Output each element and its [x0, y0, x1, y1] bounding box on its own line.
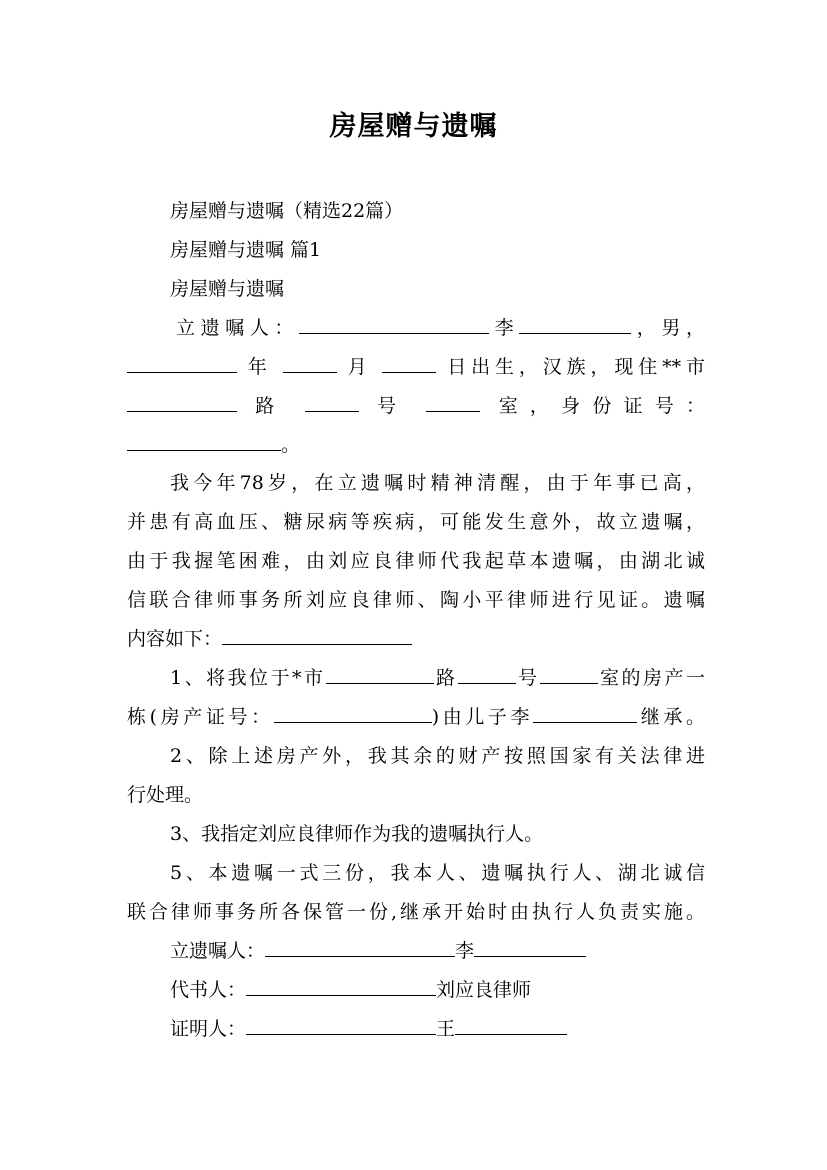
text-fragment: 号 — [376, 395, 409, 417]
text-fragment: 李 — [488, 317, 520, 339]
blank-line — [533, 702, 637, 723]
signature-label: 立遗嘱人： — [170, 940, 266, 962]
text-fragment: 。 — [281, 434, 301, 456]
text-fragment: 1、将我位于*市 — [170, 667, 326, 689]
item-3-line: 3、我指定刘应良律师作为我的遗嘱执行人。 — [170, 823, 544, 845]
blank-line — [283, 352, 337, 373]
text-fragment: 月 — [347, 356, 372, 378]
scribe-signature — [170, 975, 705, 1005]
blank-line — [127, 430, 281, 451]
blank-line — [326, 663, 434, 684]
item-1-line-1 — [170, 663, 705, 693]
statement-line-2: 并患有高血压、糖尿病等疾病，可能发生意外，故立遗嘱， — [127, 511, 705, 533]
signature-name: 李 — [455, 940, 475, 962]
text-fragment: 立遗嘱人： — [176, 317, 299, 339]
document-title: 房屋赠与遗嘱 — [329, 111, 498, 142]
text-fragment: )由儿子李 — [431, 706, 534, 728]
text-fragment: 年 — [247, 356, 272, 378]
testator-line-4 — [127, 430, 705, 460]
item-1-line-2 — [127, 702, 705, 732]
blank-line — [127, 352, 237, 373]
text-fragment: 号 — [515, 667, 540, 689]
signature-name: 王 — [436, 1018, 456, 1040]
statement-line-1: 我今年78岁，在立遗嘱时精神清醒，由于年事已高， — [170, 472, 705, 494]
item-2-line-1: 2、除上述房产外，我其余的财产按照国家有关法律进 — [170, 745, 705, 767]
testator-line-3 — [127, 391, 705, 421]
signature-label: 证明人： — [170, 1018, 247, 1040]
intro-line: 房屋赠与遗嘱（精选22篇） — [170, 200, 404, 222]
blank-line — [246, 975, 436, 996]
item-5-line-2: 联合律师事务所各保管一份,继承开始时由执行人负责实施。 — [127, 901, 705, 923]
text-fragment: 继承。 — [637, 706, 705, 728]
blank-line — [246, 1014, 436, 1035]
text-fragment: 栋(房产证号： — [127, 706, 274, 728]
testator-line-1 — [176, 313, 705, 343]
subtitle: 房屋赠与遗嘱 — [170, 278, 285, 300]
text-fragment: 室，身份证号： — [498, 395, 705, 417]
text-fragment: 室的房产一 — [597, 667, 705, 689]
blank-line — [222, 624, 412, 645]
witness-signature — [170, 1014, 705, 1044]
text-fragment: ，男， — [631, 317, 705, 339]
statement-line-3: 由于我握笔困难，由刘应良律师代我起草本遗嘱，由湖北诚 — [127, 550, 705, 572]
text-fragment: 内容如下： — [127, 628, 223, 650]
blank-line — [274, 702, 432, 723]
blank-line — [519, 313, 631, 334]
statement-line-4: 信联合律师事务所刘应良律师、陶小平律师进行见证。遗嘱 — [127, 589, 705, 611]
blank-line — [265, 936, 455, 957]
statement-line-5 — [127, 624, 705, 654]
section-heading: 房屋赠与遗嘱 篇1 — [170, 239, 322, 261]
blank-line — [455, 1014, 567, 1035]
blank-line — [127, 391, 237, 412]
signature-label: 代书人： — [170, 979, 247, 1001]
blank-line — [305, 391, 359, 412]
blank-line — [299, 313, 489, 334]
item-2-line-2: 行处理。 — [127, 784, 204, 806]
testator-signature — [170, 936, 705, 966]
blank-line — [382, 352, 436, 373]
signature-name: 刘应良律师 — [436, 979, 532, 1001]
blank-line — [474, 936, 586, 957]
text-fragment: 路 — [255, 395, 287, 417]
item-5-line-1: 5、本遗嘱一式三份，我本人、遗嘱执行人、湖北诚信 — [170, 862, 705, 884]
blank-line — [540, 663, 598, 684]
blank-line — [458, 663, 516, 684]
testator-line-2 — [127, 352, 705, 382]
text-fragment: 路 — [433, 667, 458, 689]
blank-line — [426, 391, 480, 412]
text-fragment: 日出生，汉族，现住**市 — [447, 356, 705, 378]
